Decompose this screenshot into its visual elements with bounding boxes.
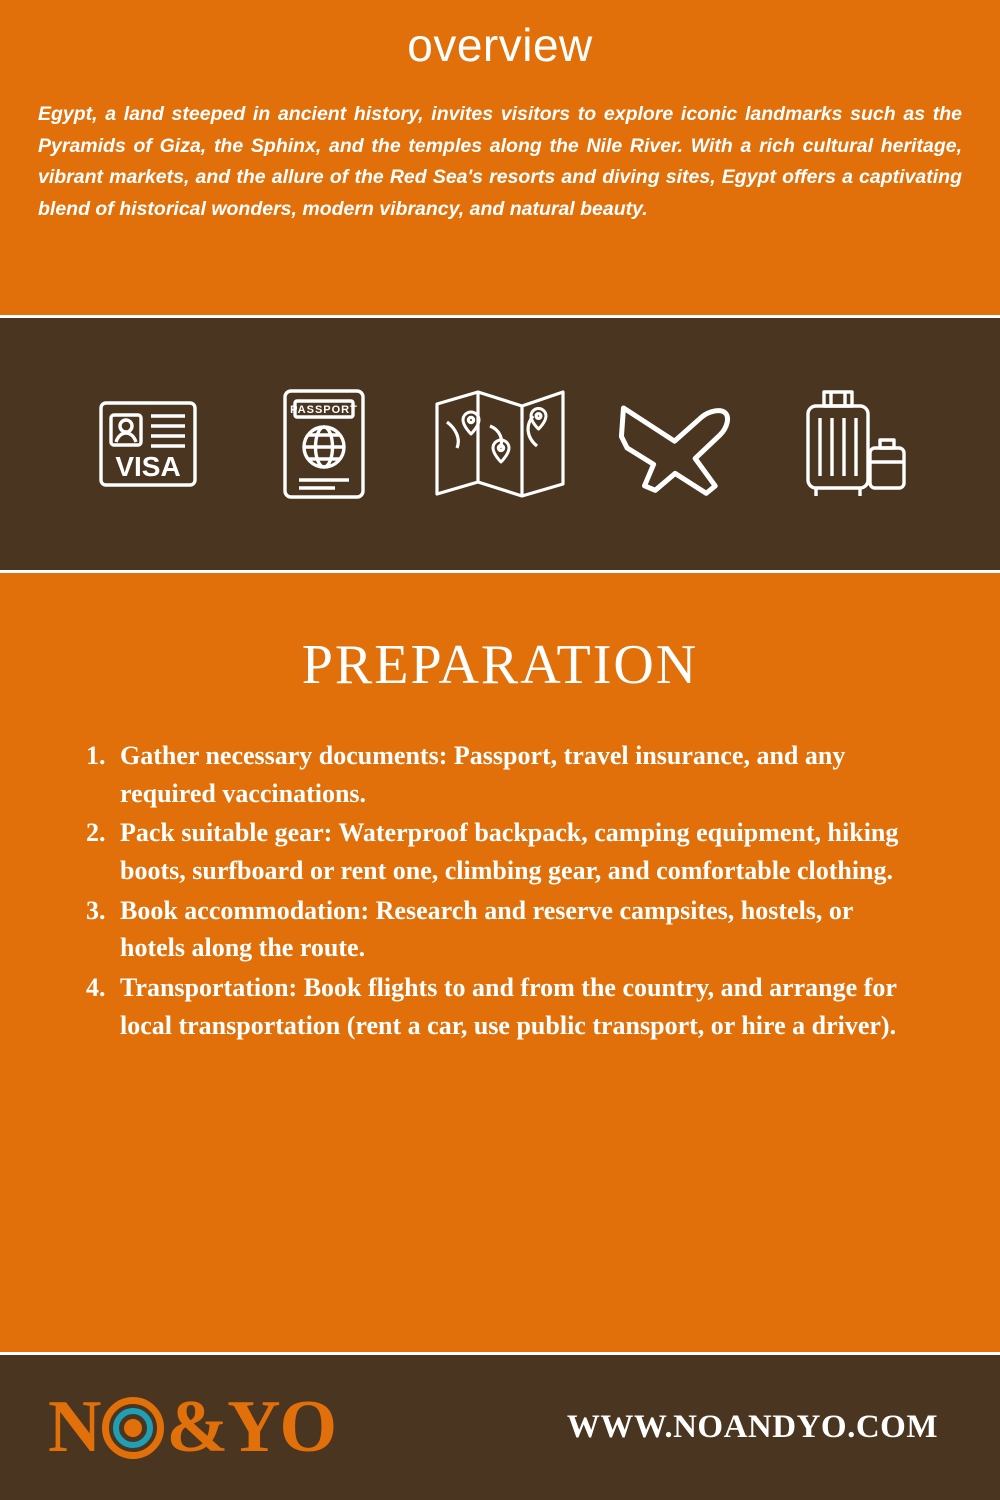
list-item: 1. Gather necessary documents: Passport, travel insurance, and any required vaccinations. — [112, 737, 910, 812]
icon-strip — [0, 315, 1000, 573]
preparation-section — [0, 573, 1000, 1352]
preparation-title: PREPARATION — [301, 634, 699, 696]
list-item: 2. Pack suitable gear: Waterproof backpack, camping equipment, hiking boots, surfboard or rent one, climbing gear, and comfortable clothing. — [112, 814, 910, 889]
visa-card-icon — [78, 374, 218, 514]
preparation-list — [50, 737, 910, 1045]
list-item: 4. Transportation: Book flights to and from the country, and arrange for local transportation (rent a car, use public transport, or hire a driver). — [112, 969, 910, 1044]
brand-logo[interactable] — [48, 1385, 336, 1470]
luggage-icon — [782, 374, 922, 514]
folded-map-icon — [430, 374, 570, 514]
airplane-icon — [606, 374, 746, 514]
logo-ring-icon — [102, 1397, 164, 1459]
page-title: overview — [407, 19, 593, 71]
list-item: 3. Book accommodation: Research and reserve campsites, hostels, or hotels along the route. — [112, 892, 910, 967]
page-footer — [0, 1352, 1000, 1500]
logo-text-right: &YO — [166, 1386, 337, 1468]
passport-icon — [254, 374, 394, 514]
svg-text:PASSPORT: PASSPORT — [290, 404, 358, 416]
logo-text-left: N — [48, 1386, 101, 1468]
overview-paragraph: Egypt, a land steeped in ancient history, invites visitors to explore iconic landmarks such as the Pyramids of Giza, the Sphinx, and the temples along the Nile River. With a rich cultural heritage, vibrant markets, and the allure of the Red Sea's resorts and diving sites, Egypt offers a captivating blend of historical wonders, modern vibrancy, and natural beauty. — [38, 103, 962, 220]
website-url[interactable]: WWW.NOANDYO.COM — [566, 1409, 938, 1445]
overview-section — [0, 0, 1000, 315]
svg-text:VISA: VISA — [115, 451, 181, 482]
